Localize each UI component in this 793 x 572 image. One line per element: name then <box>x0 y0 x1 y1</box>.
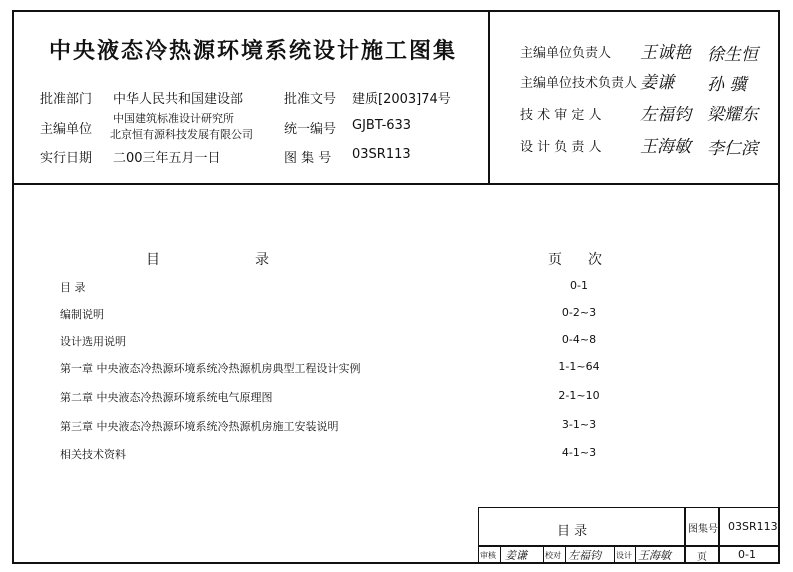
title-block-col-divider <box>718 507 720 564</box>
title-block-atlas-value: 03SR113 <box>728 520 778 533</box>
toc-item-title: 第三章 中央液态冷热源环境系统冷热源机房施工安装说明 <box>60 420 339 433</box>
impl-date-label: 实行日期 <box>40 151 93 166</box>
toc-item-title: 目 录 <box>60 281 86 294</box>
check-label: 校对 <box>545 551 561 560</box>
editor-unit-line2: 北京恒有源科技发展有限公司 <box>110 128 253 141</box>
review-label: 审核 <box>480 551 496 560</box>
signature-chief-1: 王诚艳 <box>640 43 691 63</box>
toc-item-title: 第一章 中央液态冷热源环境系统冷热源机房典型工程设计实例 <box>60 362 361 375</box>
title-block-cell-divider <box>614 545 615 564</box>
toc-item-pages: 0-4~8 <box>561 333 597 346</box>
check-signature: 左福钧 <box>568 549 601 562</box>
toc-item-pages: 4-1~3 <box>561 446 597 459</box>
signature-tech-1: 姜谦 <box>640 73 674 93</box>
page-heading-ci: 次 <box>588 252 602 268</box>
signature-review-1: 左福钧 <box>640 105 691 125</box>
header-divider <box>12 183 780 185</box>
title-block-cell-divider <box>500 545 501 564</box>
toc-item-pages: 0-2~3 <box>561 306 597 319</box>
title-block-atlas-label: 图集号 <box>688 524 718 535</box>
toc-heading-lu: 录 <box>255 252 269 268</box>
approve-doc-value: 建质[2003]74号 <box>352 92 451 107</box>
signature-design-2: 李仁滨 <box>707 139 758 159</box>
atlas-title: 中央液态冷热源环境系统设计施工图集 <box>48 39 457 64</box>
toc-item-title: 第二章 中央液态冷热源环境系统电气原理图 <box>60 391 273 404</box>
unified-no-label: 统一编号 <box>284 122 337 137</box>
toc-item-title: 相关技术资料 <box>60 448 126 461</box>
signature-chief-2: 徐生恒 <box>707 45 758 65</box>
signature-review-2: 梁耀东 <box>707 105 758 125</box>
toc-item-pages: 0-1 <box>570 279 588 292</box>
approve-dept-value: 中华人民共和国建设部 <box>113 92 244 107</box>
title-block-cell-divider <box>543 545 544 564</box>
design-label: 设计 <box>616 551 632 560</box>
editor-unit-label: 主编单位 <box>40 122 93 137</box>
approve-doc-label: 批准文号 <box>284 92 337 107</box>
responsible-label-chief: 主编单位负责人 <box>520 46 612 61</box>
design-signature: 王海敏 <box>638 549 671 562</box>
page-heading-ye: 页 <box>548 252 562 268</box>
unified-no-value: GJBT-633 <box>352 118 412 133</box>
toc-heading-mu: 目 <box>146 252 160 268</box>
title-block-cell-divider <box>635 545 636 564</box>
title-block-col-divider <box>684 507 686 564</box>
title-block-name: 目 录 <box>557 524 588 539</box>
atlas-no-label: 图 集 号 <box>284 151 332 166</box>
toc-item-title: 设计选用说明 <box>60 335 126 348</box>
signature-design-1: 王海敏 <box>640 137 691 157</box>
responsible-label-design: 设 计 负 责 人 <box>520 140 602 155</box>
toc-item-pages: 2-1~10 <box>558 389 600 402</box>
title-block-cell-divider <box>565 545 566 564</box>
page-value: 0-1 <box>738 548 756 561</box>
toc-item-pages: 3-1~3 <box>561 418 597 431</box>
approve-dept-label: 批准部门 <box>40 92 93 107</box>
page-label: 页 <box>697 552 707 563</box>
atlas-no-value: 03SR113 <box>352 147 411 162</box>
signature-tech-2: 孙 骥 <box>707 75 747 95</box>
header-vertical-divider <box>488 10 490 184</box>
toc-item-title: 编制说明 <box>60 308 104 321</box>
toc-item-pages: 1-1~64 <box>558 360 600 373</box>
review-signature: 姜谦 <box>505 549 527 562</box>
editor-unit-line1: 中国建筑标准设计研究所 <box>113 112 234 125</box>
responsible-label-tech: 主编单位技术负责人 <box>520 76 638 91</box>
responsible-label-review: 技 术 审 定 人 <box>520 108 602 123</box>
impl-date-value: 二00三年五月一日 <box>113 151 221 166</box>
